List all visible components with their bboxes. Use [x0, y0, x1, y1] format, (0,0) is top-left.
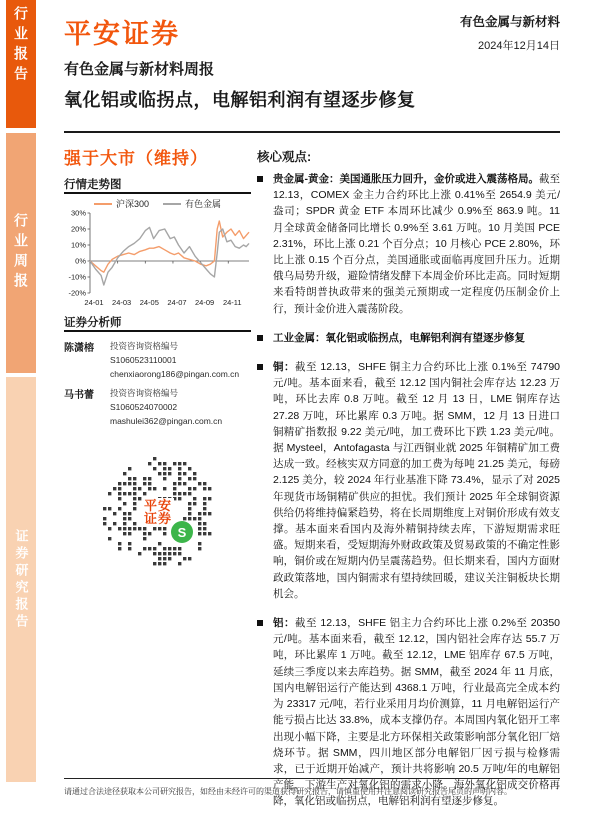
- svg-text:30%: 30%: [70, 209, 86, 218]
- analyst-cert-label: 投资咨询资格编号: [110, 341, 179, 351]
- title-divider: [64, 131, 560, 133]
- analysts-section-title: 证券分析师: [64, 317, 122, 329]
- bullet-square-icon: [257, 364, 263, 370]
- bullet-industrial-metals-text: [273, 330, 525, 346]
- bullet-body: 截至 12.13，SHFE 铜主力合约环比上涨 0.1%至 74790 元/吨。基本面来看，截至 12.12 国内铜社会库存达 12.23 万吨，环比去库 0.8 万吨。截至 12 月 13 日，LME 铜库存达 27.28 万吨，环比累库 0.3 万吨。据 SMM，12 月 13 日进口铜精矿指数报 9.22 美元/吨，加工费环比下跌 1.23 美元/吨。据 Mysteel，Antofagasta 与江西铜业就 2025 年铜精矿加工费达成一致。经核实双方同意的加工费为每吨 21.25 美元，每磅 2.125 美分，较 2024 年行业基准下降 73.4%，显示了对 2025 年现货市场铜精矿供应的担忧。我们预计 2025 年全球铜资源供给仍将维持偏紧趋势，将在长周期维度上对铜价形成有效支撑。基本面来看国内及海外精铜持续去库，下游短期需求旺盛。短期来看，受短期海外财政政策及贸易政策的不确定性影响，铜价或在短期内仍呈震荡趋势。但长期来看，国内方面财政政策落地，国内铜需求有望持续回暖，建议关注铜板块长期机会。: [273, 361, 561, 600]
- bullet-industrial-metals: [257, 330, 560, 346]
- ribbon-industry-report: [6, 0, 36, 128]
- legend-label-metals: 有色金属: [185, 199, 222, 209]
- analyst-row: [64, 386, 259, 428]
- analyst-name: 陈潇榕: [64, 343, 94, 354]
- chart-title-rule: [64, 192, 251, 194]
- svg-text:24-11: 24-11: [222, 298, 242, 307]
- analyst-name: 马书蕾: [64, 390, 94, 401]
- bullet-square-icon: [257, 335, 263, 341]
- analyst-cert-label: 投资咨询资格编号: [110, 388, 179, 398]
- svg-text:24-09: 24-09: [195, 298, 215, 307]
- header-right: [460, 12, 560, 53]
- bullet-body: 截至 12.13，SHFE 铝主力合约环比上涨 0.2%至 20350 元/吨。基本面来看，截至 12.12，国内铝社会库存达 55.7 万吨，环比累库 1 万吨。截至 12.12，LME 铝库存 67.5 万吨，延续三季度以来去库趋势。据 SMM，截至 2024 年 11 月底，国内电解铝运行产能达到 4368.1 万吨，行业最高完全成本约为 23317 元/吨，若行业采用月均价测算，11 月电解铝运行产能亏损占比达 33.8%，成本支撑仍存。本周国内氧化铝开工率出现小幅下降，主要是北方环保相关政策影响部分氧化铝厂焙烧环节。据 SMM，四川地区部分电解铝厂因亏损与检修需求，已于近期开始减产，预计共将影响 20.5 万吨/年的电解铝产能，下游生产对氧化铝的需求小降。海外氧化铝成交价格再降，氧化铝或临拐点，电解铝利润有望逐步修复。: [273, 617, 561, 808]
- bullet-lead: 铜：: [273, 361, 295, 374]
- legend-label-hs300: 沪深300: [115, 199, 149, 209]
- bullet-lead: 贵金属-黄金：美国通胀压力回升，金价或进入震荡格局。: [273, 173, 539, 185]
- footer-disclaimer: 请通过合法途径获取本公司研究报告，如经由未经许可的渠道获得研究报告，请慎重使用并注意阅读研究报告尾页的声明内容。: [64, 787, 512, 796]
- report-series-title: 有色金属与新材料周报: [64, 61, 215, 78]
- svg-text:-10%: -10%: [68, 272, 86, 282]
- qrcode-center-label: [142, 498, 174, 526]
- core-views-title: 核心观点:: [257, 150, 312, 164]
- analyst-email-link[interactable]: chenxiaorong186@pingan.com.cn: [110, 369, 240, 379]
- svg-text:10%: 10%: [70, 240, 86, 250]
- bullet-aluminum: [257, 615, 560, 809]
- ribbon-industry-weekly: [6, 133, 36, 373]
- analysts-title-rule: [64, 330, 251, 332]
- bullet-lead: 铝：: [273, 617, 295, 630]
- bullet-lead: 工业金属：氧化铝或临拐点，电解铝利润有望逐步修复: [273, 331, 525, 344]
- legend-swatch: [163, 203, 181, 205]
- trend-chart-svg: [64, 209, 251, 309]
- analyst-cert-no: S1060524070002: [110, 402, 178, 412]
- analyst-details: [110, 339, 239, 381]
- bullet-gold: [257, 171, 560, 317]
- svg-text:24-07: 24-07: [167, 298, 187, 307]
- trend-chart: [64, 209, 251, 309]
- bullet-gold-text: [273, 171, 560, 317]
- bullet-copper-text: [273, 359, 560, 602]
- analyst-email-link[interactable]: mashulei362@pingan.com.cn: [110, 416, 223, 426]
- report-date: 2024年12月14日: [478, 40, 560, 52]
- ribbon-securities-research-label: 证券研究报告: [13, 528, 29, 631]
- svg-text:0%: 0%: [75, 256, 86, 266]
- ribbon-industry-weekly-label: 行业周报: [13, 213, 29, 293]
- svg-text:24-01: 24-01: [84, 298, 104, 307]
- page-title: 氧化铝或临拐点，电解铝利润有望逐步修复: [64, 90, 416, 110]
- trend-chart-title: 行情走势图: [64, 179, 122, 191]
- analyst-cert-no: S1060523110001: [110, 355, 177, 365]
- svg-text:24-03: 24-03: [112, 298, 132, 307]
- bullet-square-icon: [257, 176, 263, 182]
- svg-text:24-05: 24-05: [139, 298, 159, 307]
- core-views-list: [257, 171, 560, 823]
- analyst-row: [64, 339, 259, 381]
- footer-divider: [64, 778, 560, 779]
- qrcode: [99, 453, 217, 571]
- analyst-details: [110, 386, 222, 428]
- ribbon-securities-research: [6, 377, 36, 782]
- svg-text:20%: 20%: [70, 224, 86, 234]
- qrcode-center-line2: 证券: [143, 511, 173, 526]
- qrcode-center-line1: 平安: [143, 498, 173, 513]
- ribbon-industry-report-label: 行业报告: [13, 6, 29, 86]
- rating-badge: 强于大市（维持）: [64, 149, 208, 168]
- bullet-square-icon: [257, 620, 263, 626]
- bullet-copper: [257, 359, 560, 602]
- bullet-aluminum-text: [273, 615, 560, 809]
- brand-logo: 平安证券: [64, 19, 180, 49]
- svg-text:-20%: -20%: [68, 288, 86, 298]
- wechat-channel-icon: S: [171, 521, 193, 543]
- sector-label: 有色金属与新材料: [459, 15, 560, 29]
- legend-swatch: [94, 203, 112, 205]
- bullet-body: 截至 12.13，COMEX 金主力合约环比上涨 0.41%至 2654.9 美元/盎司；SPDR 黄金 ETF 本周环比减少 0.9%至 863.9 吨。11 月全球黄金储备同比增长 0.9%至 3.61 万吨。10 月美国 PCE 2.31%，环比上涨 0.21 个百分点；10 月核心 PCE 2.80%，环比上涨 0.15 个百分点，美国通胀或面临再度回升压力。近期俄乌局势升级，避险情绪发酵下本周金价环比走高。同时短期来看特朗普执政带来的强美元预期或一定程度仍压制金价上行，预计金价进入震荡阶段。: [273, 173, 560, 315]
